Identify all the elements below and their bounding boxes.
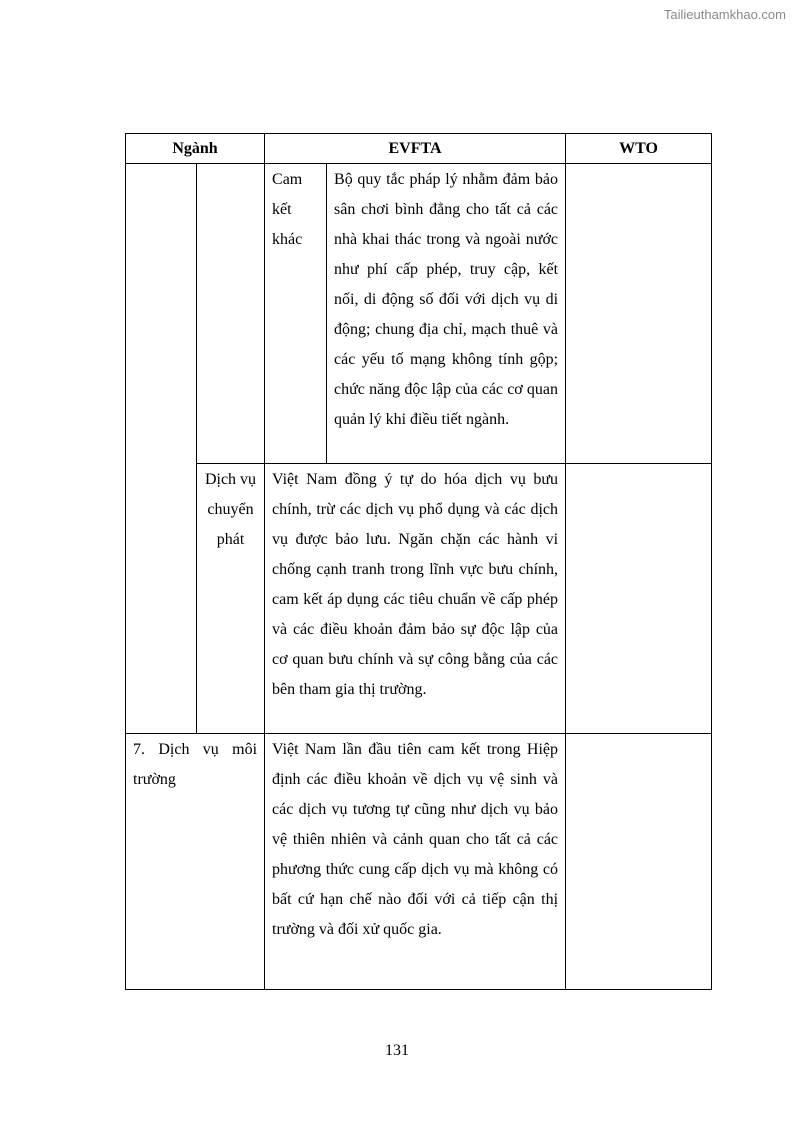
text-cam-ket-khac: Bộ quy tắc pháp lý nhằm đảm bảo sân chơi bình đẳng cho tất cả các nhà khai thác trong và ngoài nước như phí cấp phép, truy cập, kết nối, di động số đối với dịch vụ di động; chung địa chỉ, mạch thuê và các yếu tố mạng không tính gộp; chức năng độc lập của các cơ quan quản lý khi điều tiết ngành. xyxy=(327,164,566,464)
table-row xyxy=(126,164,712,464)
watermark: Tailieuthamkhao.com xyxy=(663,7,786,22)
text-dich-vu-moi-truong: Việt Nam lần đầu tiên cam kết trong Hiệp định các điều khoản về dịch vụ vệ sinh và các dịch vụ tương tự cũng như dịch vụ bảo vệ thiên nhiên và cảnh quan cho tất cả các phương thức cung cấp dịch vụ mà không có bất cứ hạn chế nào đối với cả tiếp cận thị trường và đối xử quốc gia. xyxy=(265,734,566,990)
wto-cell xyxy=(566,164,712,464)
subsector-cell-empty xyxy=(197,164,265,464)
label-dich-vu-chuyen-phat: Dịch vụ chuyển phát xyxy=(197,464,265,734)
sector-dich-vu-moi-truong: 7. Dịch vụ môi trường xyxy=(126,734,265,990)
header-nganh: Ngành xyxy=(126,134,265,164)
page-number: 131 xyxy=(385,1042,409,1059)
text-dich-vu-chuyen-phat: Việt Nam đồng ý tự do hóa dịch vụ bưu chính, trừ các dịch vụ phổ dụng và các dịch vụ được bảo lưu. Ngăn chặn các hành vi chống cạnh tranh trong lĩnh vực bưu chính, cam kết áp dụng các tiêu chuẩn về cấp phép và các điều khoản đảm bảo sự độc lập của cơ quan bưu chính và sự công bằng của các bên tham gia thị trường. xyxy=(265,464,566,734)
sector-cell-empty xyxy=(126,164,197,734)
table-row xyxy=(126,464,712,734)
comparison-table xyxy=(125,133,712,990)
header-evfta: EVFTA xyxy=(265,134,566,164)
label-cam-ket-khac: Cam kết khác xyxy=(265,164,327,464)
table-header-row xyxy=(126,134,712,164)
header-wto: WTO xyxy=(566,134,712,164)
wto-cell xyxy=(566,464,712,734)
wto-cell xyxy=(566,734,712,990)
table-row xyxy=(126,734,712,990)
